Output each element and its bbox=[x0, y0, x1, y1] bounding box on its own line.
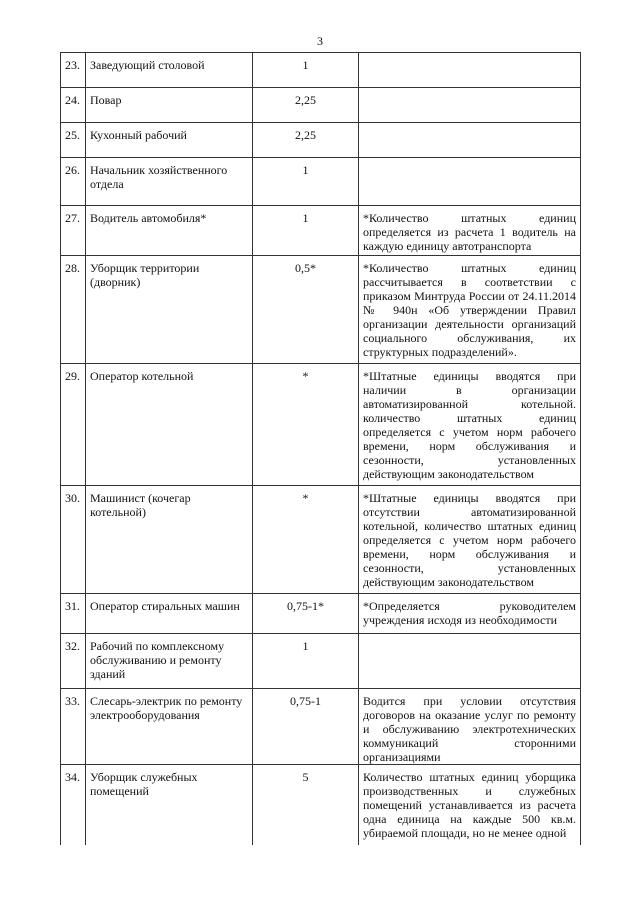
table-row bbox=[61, 206, 581, 256]
row-number: 32. bbox=[61, 634, 86, 689]
position-note: *Количество штатных единиц рассчитывается в соответствии с приказом Минтруда России от 24.11.2014 № 940н «Об утверждении Правил организации деятельности организаций социального обслуживания, их структурных подразделений». bbox=[359, 256, 581, 364]
row-number: 29. bbox=[61, 364, 86, 486]
row-number: 26. bbox=[61, 158, 86, 206]
position-note: Количество штатных единиц уборщика производственных и служебных помещений устанавливается из расчета одна единица на каждые 500 кв.м. убираемой площади, но не менее одной bbox=[359, 765, 581, 845]
table-row bbox=[61, 53, 581, 88]
page-number: 3 bbox=[317, 34, 323, 48]
table-row bbox=[61, 158, 581, 206]
table-row bbox=[61, 689, 581, 765]
position-name: Машинист (кочегар котельной) bbox=[86, 486, 253, 594]
table-row bbox=[61, 256, 581, 364]
row-number: 28. bbox=[61, 256, 86, 364]
position-note: *Определяется руководителем учреждения исходя из необходимости bbox=[359, 594, 581, 634]
position-name: Уборщик территории (дворник) bbox=[86, 256, 253, 364]
table-row bbox=[61, 634, 581, 689]
position-name: Водитель автомобиля* bbox=[86, 206, 253, 256]
row-number: 33. bbox=[61, 689, 86, 765]
position-note bbox=[359, 88, 581, 123]
staff-units: 2,25 bbox=[253, 123, 359, 158]
staff-units: * bbox=[253, 486, 359, 594]
staff-units: 0,75-1 bbox=[253, 689, 359, 765]
row-number: 34. bbox=[61, 765, 86, 845]
position-note bbox=[359, 158, 581, 206]
position-name: Оператор котельной bbox=[86, 364, 253, 486]
table-row bbox=[61, 765, 581, 845]
table-row bbox=[61, 486, 581, 594]
position-name: Уборщик служебных помещений bbox=[86, 765, 253, 845]
position-note: *Штатные единицы вводятся при наличии в организации автоматизированной котельной. количество штатных единиц определяется с учетом норм рабочего времени, норм обслуживания и сезонности, установленных действующим законодательством bbox=[359, 364, 581, 486]
staff-table-body bbox=[61, 53, 581, 845]
position-name: Начальник хозяйственного отдела bbox=[86, 158, 253, 206]
position-note bbox=[359, 53, 581, 88]
position-name: Заведующий столовой bbox=[86, 53, 253, 88]
row-number: 27. bbox=[61, 206, 86, 256]
position-note: *Штатные единицы вводятся при отсутствии автоматизированной котельной, количество штатных единиц определяется с учетом норм рабочего времени, норм обслуживания и сезонности, установленных действующим законодательством bbox=[359, 486, 581, 594]
position-name: Рабочий по комплексному обслуживанию и ремонту зданий bbox=[86, 634, 253, 689]
position-name: Оператор стиральных машин bbox=[86, 594, 253, 634]
staff-units: 1 bbox=[253, 158, 359, 206]
row-number: 31. bbox=[61, 594, 86, 634]
position-name: Повар bbox=[86, 88, 253, 123]
table-row bbox=[61, 88, 581, 123]
position-note bbox=[359, 634, 581, 689]
position-name: Слесарь-электрик по ремонту электрооборудования bbox=[86, 689, 253, 765]
position-name: Кухонный рабочий bbox=[86, 123, 253, 158]
staff-units: 1 bbox=[253, 206, 359, 256]
staff-units: 1 bbox=[253, 53, 359, 88]
row-number: 30. bbox=[61, 486, 86, 594]
staff-units: 0,75-1* bbox=[253, 594, 359, 634]
row-number: 23. bbox=[61, 53, 86, 88]
staff-units: 1 bbox=[253, 634, 359, 689]
position-note: *Количество штатных единиц определяется из расчета 1 водитель на каждую единицу автотранспорта bbox=[359, 206, 581, 256]
row-number: 24. bbox=[61, 88, 86, 123]
staff-units: 2,25 bbox=[253, 88, 359, 123]
staff-table bbox=[60, 52, 581, 845]
staff-units: 0,5* bbox=[253, 256, 359, 364]
position-note bbox=[359, 123, 581, 158]
table-row bbox=[61, 594, 581, 634]
staff-units: * bbox=[253, 364, 359, 486]
row-number: 25. bbox=[61, 123, 86, 158]
table-row bbox=[61, 364, 581, 486]
position-note: Водится при условии отсутствия договоров на оказание услуг по ремонту и обслуживанию электротехнических коммуникаций сторонними организациями bbox=[359, 689, 581, 765]
table-row bbox=[61, 123, 581, 158]
staff-units: 5 bbox=[253, 765, 359, 845]
